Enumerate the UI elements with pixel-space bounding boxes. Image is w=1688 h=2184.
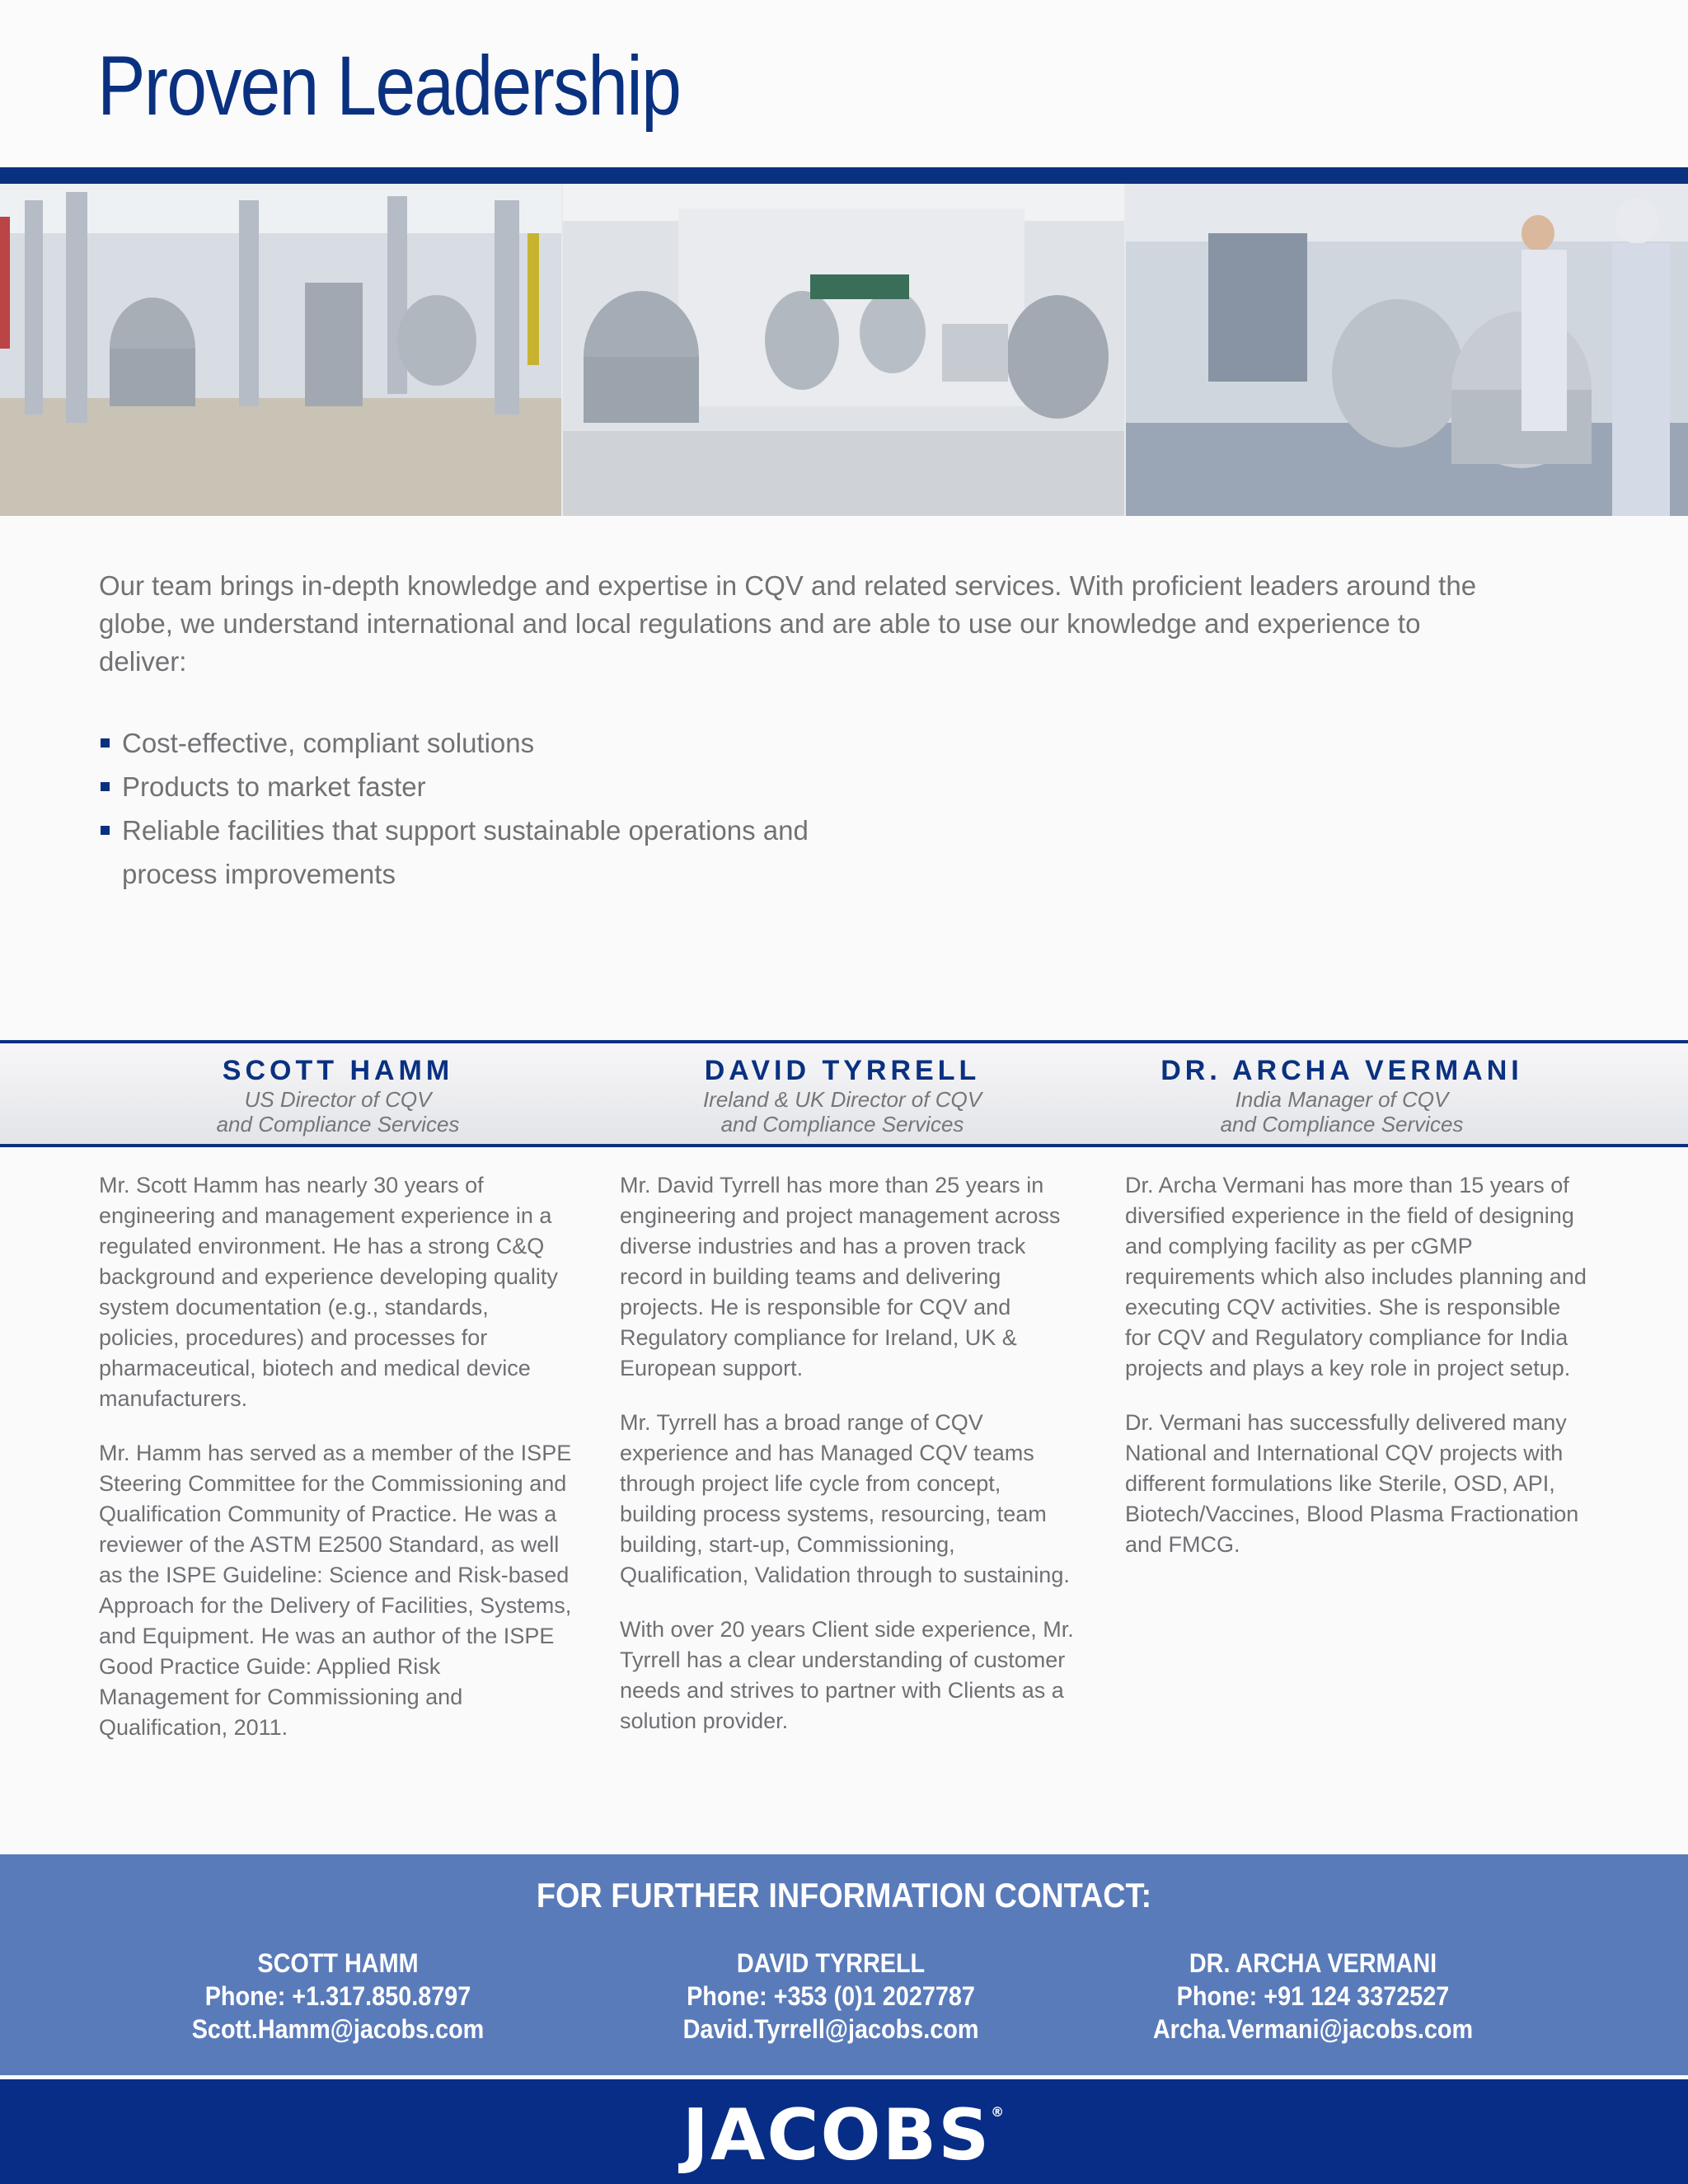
contact-phone[interactable]: Phone: +1.317.850.8797 <box>204 1981 471 2011</box>
list-item-text: Cost-effective, compliant solutions <box>122 728 535 758</box>
bio-paragraph: With over 20 years Client side experience, Mr. Tyrrell has a clear understanding of customer needs and strives to partner with Clients as a solution provider. <box>620 1617 1074 1733</box>
contact-name: DAVID TYRRELL <box>736 1948 926 1978</box>
leaders-header-band <box>0 1040 1688 1147</box>
contact-david-tyrrell <box>608 1947 1053 2046</box>
leader-name: SCOTT HAMM <box>222 1055 454 1086</box>
bullet-square-icon <box>101 826 110 835</box>
leader-name: DAVID TYRRELL <box>704 1055 981 1086</box>
list-item <box>99 765 1006 808</box>
contact-email-link[interactable]: Archa.Vermani@jacobs.com <box>1152 2014 1474 2044</box>
logo-text: JACOBS <box>682 2094 992 2177</box>
leader-role: and Compliance Services <box>720 1112 964 1137</box>
bio-paragraph: Mr. Tyrrell has a broad range of CQV experience and has Managed CQV teams through project life cycle from concept, building process systems, resourcing, team building, start-up, Commissioning, Qualification, Validation through to sustaining. <box>620 1410 1070 1587</box>
leader-role: US Director of CQV <box>244 1087 432 1112</box>
bio-column-david-tyrrell <box>620 1170 1081 1760</box>
contact-email-link[interactable]: David.Tyrrell@jacobs.com <box>682 2014 979 2044</box>
bio-column-archa-vermani <box>1125 1170 1591 1584</box>
bullet-square-icon <box>101 738 110 748</box>
bullet-square-icon <box>101 782 110 791</box>
leader-role: Ireland & UK Director of CQV <box>702 1087 982 1112</box>
contact-heading: FOR FURTHER INFORMATION CONTACT: <box>536 1876 1152 1915</box>
footer-band <box>0 2079 1688 2184</box>
facility-photo-3 <box>1126 184 1688 516</box>
contact-name: DR. ARCHA VERMANI <box>1189 1948 1437 1978</box>
photo-strip <box>0 184 1688 516</box>
jacobs-logo <box>0 2094 1688 2177</box>
list-item <box>99 808 841 896</box>
registered-mark: ® <box>991 2104 1006 2120</box>
bio-paragraph: Mr. Hamm has served as a member of the ISPE Steering Committee for the Commissioning and Qualification Community of Practice. He was a reviewer of the ASTM E2500 Standard, as well as the ISPE Guideline: Science and Risk-based Approach for the Delivery of Facilities, Systems, and Equipment. He was an author of the ISPE Good Practice Guide: Applied Risk Management for Commissioning and Qualification, 2011. <box>99 1441 572 1740</box>
contact-email-link[interactable]: Scott.Hamm@jacobs.com <box>191 2014 485 2044</box>
bio-paragraph: Mr. David Tyrrell has more than 25 years in engineering and project management across diverse industries and has a proven track record in building teams and delivering projects. He is responsible for CQV and Regulatory compliance for Ireland, UK & European support. <box>620 1173 1061 1380</box>
contact-archa-vermani <box>1090 1947 1536 2046</box>
leader-name: DR. ARCHA VERMANI <box>1160 1055 1523 1086</box>
facility-photo-1 <box>0 184 563 516</box>
leader-header-archa-vermani <box>1086 1043 1597 1137</box>
bio-paragraph: Dr. Archa Vermani has more than 15 years of diversified experience in the field of designing and complying facility as per cGMP requirements which also includes planning and executing CQV activities. She is responsible for CQV and Regulatory compliance for India projects and plays a key role in project setup. <box>1125 1173 1587 1380</box>
bio-paragraph: Dr. Vermani has successfully delivered many National and International CQV projects with different formulations like Sterile, OSD, API, Biotech/Vaccines, Blood Plasma Fractionation and FMCG. <box>1125 1410 1579 1557</box>
contact-name: SCOTT HAMM <box>257 1948 419 1978</box>
leader-header-david-tyrrell <box>587 1043 1098 1137</box>
leader-role: and Compliance Services <box>216 1112 460 1137</box>
contact-scott-hamm <box>115 1947 560 2046</box>
bio-column-scott-hamm <box>99 1170 573 1767</box>
contact-section <box>0 1854 1688 2075</box>
page-title: Proven Leadership <box>97 39 681 133</box>
leader-header-scott-hamm <box>82 1043 593 1137</box>
blue-divider <box>0 167 1688 184</box>
benefit-list <box>99 721 1006 896</box>
leader-role: India Manager of CQV <box>1235 1087 1449 1112</box>
contact-phone[interactable]: Phone: +91 124 3372527 <box>1176 1981 1450 2011</box>
list-item-text: Reliable facilities that support sustainable operations and process improvements <box>122 815 809 889</box>
list-item <box>99 721 1006 765</box>
bio-paragraph: Mr. Scott Hamm has nearly 30 years of engineering and management experience in a regulated environment. He has a strong C&Q background and experience developing quality system documentation (e.g., standards, policies, procedures) and processes for pharmaceutical, biotech and medical device manufacturers. <box>99 1173 558 1411</box>
facility-photo-2 <box>563 184 1126 516</box>
leader-role: and Compliance Services <box>1220 1112 1464 1137</box>
intro-paragraph: Our team brings in-depth knowledge and expertise in CQV and related services. With proficient leaders around the globe, we understand international and local regulations and are able to use our knowledge and experience to deliver: <box>99 570 1477 677</box>
list-item-text: Products to market faster <box>122 771 426 802</box>
contact-phone[interactable]: Phone: +353 (0)1 2027787 <box>687 1981 975 2011</box>
